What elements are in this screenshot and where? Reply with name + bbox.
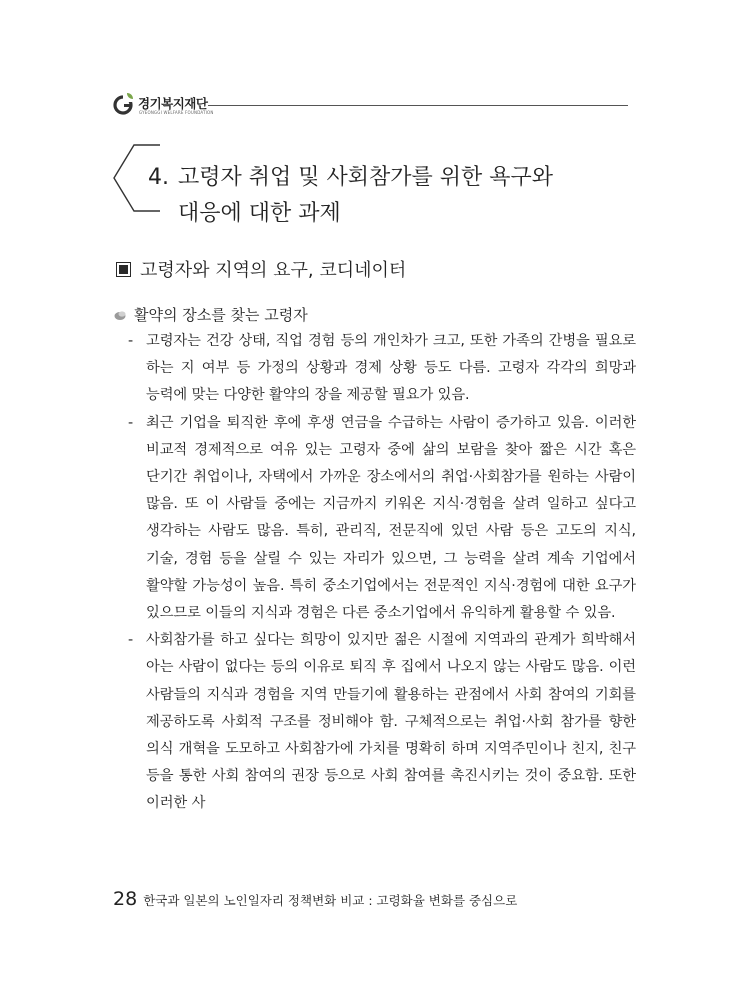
- section-number: 4.: [148, 165, 169, 190]
- dash-marker: -: [128, 632, 134, 649]
- foundation-logo-icon: [112, 90, 138, 116]
- footer-doc-title: 한국과 일본의 노인일자리 정책변화 비교 : 고령화율 변화를 중심으로: [143, 893, 518, 908]
- page-header: [112, 90, 628, 124]
- section-title-line1: [148, 160, 553, 196]
- dash-marker: -: [128, 414, 134, 431]
- topic-text: 활약의 장소를 찾는 고령자: [134, 306, 308, 324]
- dash-marker: -: [128, 333, 134, 349]
- org-subtitle: GYEONGGI WELFARE FOUNDATION: [139, 110, 214, 115]
- topic-heading: [114, 304, 308, 325]
- list-item: [126, 627, 636, 817]
- list-item-text: 고령자는 건강 상태, 직업 경험 등의 개인차가 크고, 또한 가족의 간병을 필요로 하는 지 여부 등 가정의 상황과 경제 상황 등도 다름. 고령자 각각의 희망과 능력에 맞는 다양한 활약의 장을 제공할 필요가 있음.: [146, 333, 636, 404]
- list-item: [126, 410, 636, 628]
- section-title-text1: 고령자 취업 및 사회참가를 위한 욕구와: [178, 165, 553, 190]
- leaf-bullet-icon: [114, 309, 128, 321]
- header-rule: [208, 105, 628, 106]
- list-item-text: 사회참가를 하고 싶다는 희망이 있지만 젊은 시절에 지역과의 관계가 희박해서 아는 사람이 없다는 등의 이유로 퇴직 후 집에서 나오지 않는 사람도 많음. 이런 사람들의 지식과 경험을 지역 만들기에 활용하는 관점에서 사회 참여의 기회를 제공하도록 사회적 구조를 정비해야 함. 구체적으로는 취업·사회 참가를 향한 의식 개혁을 도모하고 사회참가에 가치를 명확히 하며 지역주민이나 친지, 친구 등을 통한 사회 참여의 권장 등으로 사회 참여를 촉진시키는 것이 중요함. 또한 이러한 사: [146, 632, 636, 812]
- square-bullet-icon: [116, 262, 131, 277]
- section-title: [148, 160, 553, 232]
- section-title-line2: 대응에 대한 과제: [178, 201, 341, 226]
- item-list: [126, 328, 636, 818]
- org-name: 경기복지재단: [138, 96, 208, 111]
- page-number: 28: [113, 888, 138, 910]
- list-item-text: 최근 기업을 퇴직한 후에 후생 연금을 수급하는 사람이 증가하고 있음. 이러한 비교적 경제적으로 여유 있는 고령자 중에 삶의 보람을 찾아 짧은 시간 혹은 단기간 취업이나, 자택에서 가까운 장소에서의 취업·사회참가를 원하는 사람이 많음. 또 이 사람들 중에는 지금까지 키워온 지식·경험을 살려 일하고 싶다고 생각하는 사람도 많음. 특히, 관리직, 전문직에 있던 사람 등은 고도의 지식, 기술, 경험 등을 살릴 수 있는 자리가 있으면, 그 능력을 살려 계속 기업에서 활약할 가능성이 높음. 특히 중소기업에서는 전문적인 지식·경험에 대한 요구가 있으므로 이들의 지식과 경험은 다른 중소기업에서 유익하게 활용할 수 있음.: [146, 414, 636, 622]
- list-item: [126, 328, 636, 410]
- sub-heading-text: 고령자와 지역의 요구, 코디네이터: [140, 260, 407, 281]
- sub-heading: [116, 256, 406, 282]
- page-footer: [113, 888, 517, 910]
